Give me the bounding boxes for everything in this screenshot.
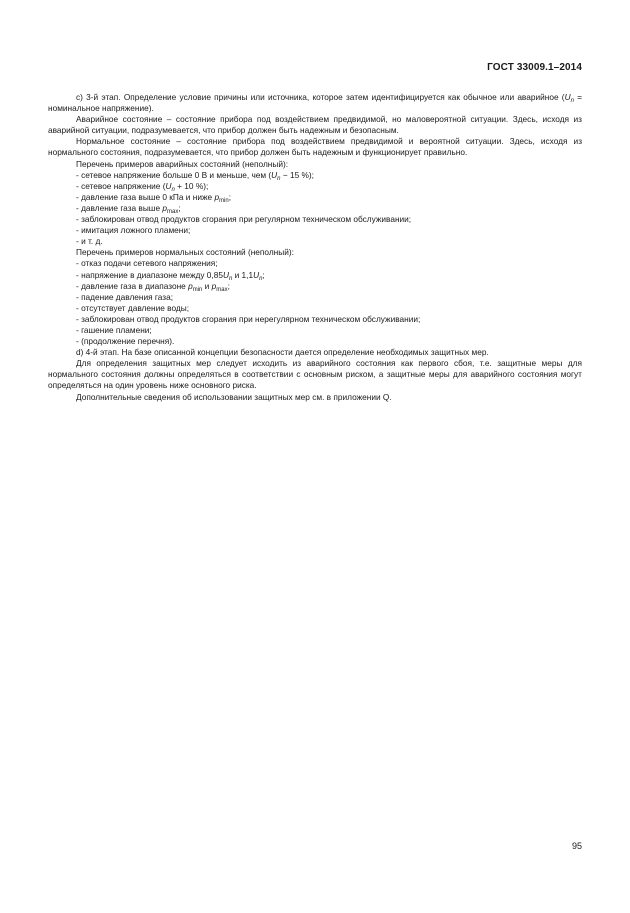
list-item: - давление газа выше 0 кПа и ниже $p_{min}$; bbox=[76, 191, 232, 204]
list-item: - имитация ложного пламени; bbox=[76, 225, 191, 236]
document-body bbox=[48, 92, 582, 403]
subscript-n: n bbox=[570, 98, 574, 104]
list-item: - сетевое напряжение больше 0 В и меньше, чем ($U_n - 15$ %); bbox=[76, 169, 314, 182]
list-item: - и т. д. bbox=[76, 236, 103, 247]
text-fragment: с) 3-й этап. Определение условие причины или источника, которое затем идентифицируется как обычное или аварийное ( bbox=[76, 92, 565, 102]
emergency-list-title: Перечень примеров аварийных состояний (неполный): bbox=[76, 158, 289, 169]
list-item: - давление газа выше $p_{max}$; bbox=[76, 202, 181, 215]
list-item: - падение давления газа; bbox=[76, 291, 173, 302]
normal-list-title: Перечень примеров нормальных состояний (неполный): bbox=[76, 247, 294, 258]
paragraph-stage-d: d) 4-й этап. На базе описанной концепции безопасности дается определение необходимых защитных мер. bbox=[76, 347, 489, 358]
symbol-u: U bbox=[564, 92, 571, 102]
text-fragment: = номинальное напряжение). bbox=[48, 92, 582, 114]
list-item: - заблокирован отвод продуктов сгорания при нерегулярном техническом обслуживании; bbox=[76, 313, 421, 324]
document-code: ГОСТ 33009.1–2014 bbox=[487, 62, 582, 73]
paragraph-normal-state: Нормальное состояние – состояние прибора под воздействием предвидимой и вероятной ситуации. Здесь, исходя из нормального состояния, подразумевается, что прибор должен быть надежным и функционирует правильно. bbox=[48, 136, 582, 158]
paragraph-additional-info: Дополнительные сведения об использовании защитных мер см. в приложении Q. bbox=[76, 391, 392, 402]
paragraph-protective-measures: Для определения защитных мер следует исходить из аварийного состояния как первого сбоя, т.е. защитные меры для нормального состояния должны определяться в соответствии с основным риском, а защитные меры для аварийного состояния могут определяться на один уровень ниже основного риска. bbox=[48, 358, 582, 391]
page-number: 95 bbox=[571, 841, 582, 851]
list-item: - отсутствует давление воды; bbox=[76, 302, 190, 313]
paragraph-stage-c bbox=[48, 92, 582, 114]
list-item: - напряжение в диапазоне между $0,85U_n$ и $1,1U_n$; bbox=[76, 269, 265, 282]
list-item: - сетевое напряжение ($U_n + 10$ %); bbox=[76, 180, 209, 193]
list-item: - отказ подачи сетевого напряжения; bbox=[76, 258, 218, 269]
list-item: - (продолжение перечня). bbox=[76, 336, 175, 347]
paragraph-emergency-state: Аварийное состояние – состояние прибора под воздействием предвидимой, но маловероятной ситуации. Здесь, исходя из аварийной ситуации, подразумевается, что прибор должен быть надежным и безопасным. bbox=[48, 114, 582, 136]
list-item: - гашение пламени; bbox=[76, 324, 152, 335]
list-item: - заблокирован отвод продуктов сгорания при регулярном техническом обслуживании; bbox=[76, 214, 412, 225]
list-item: - давление газа в диапазоне $p_{min}$ и $p_{max}$; bbox=[76, 280, 230, 293]
